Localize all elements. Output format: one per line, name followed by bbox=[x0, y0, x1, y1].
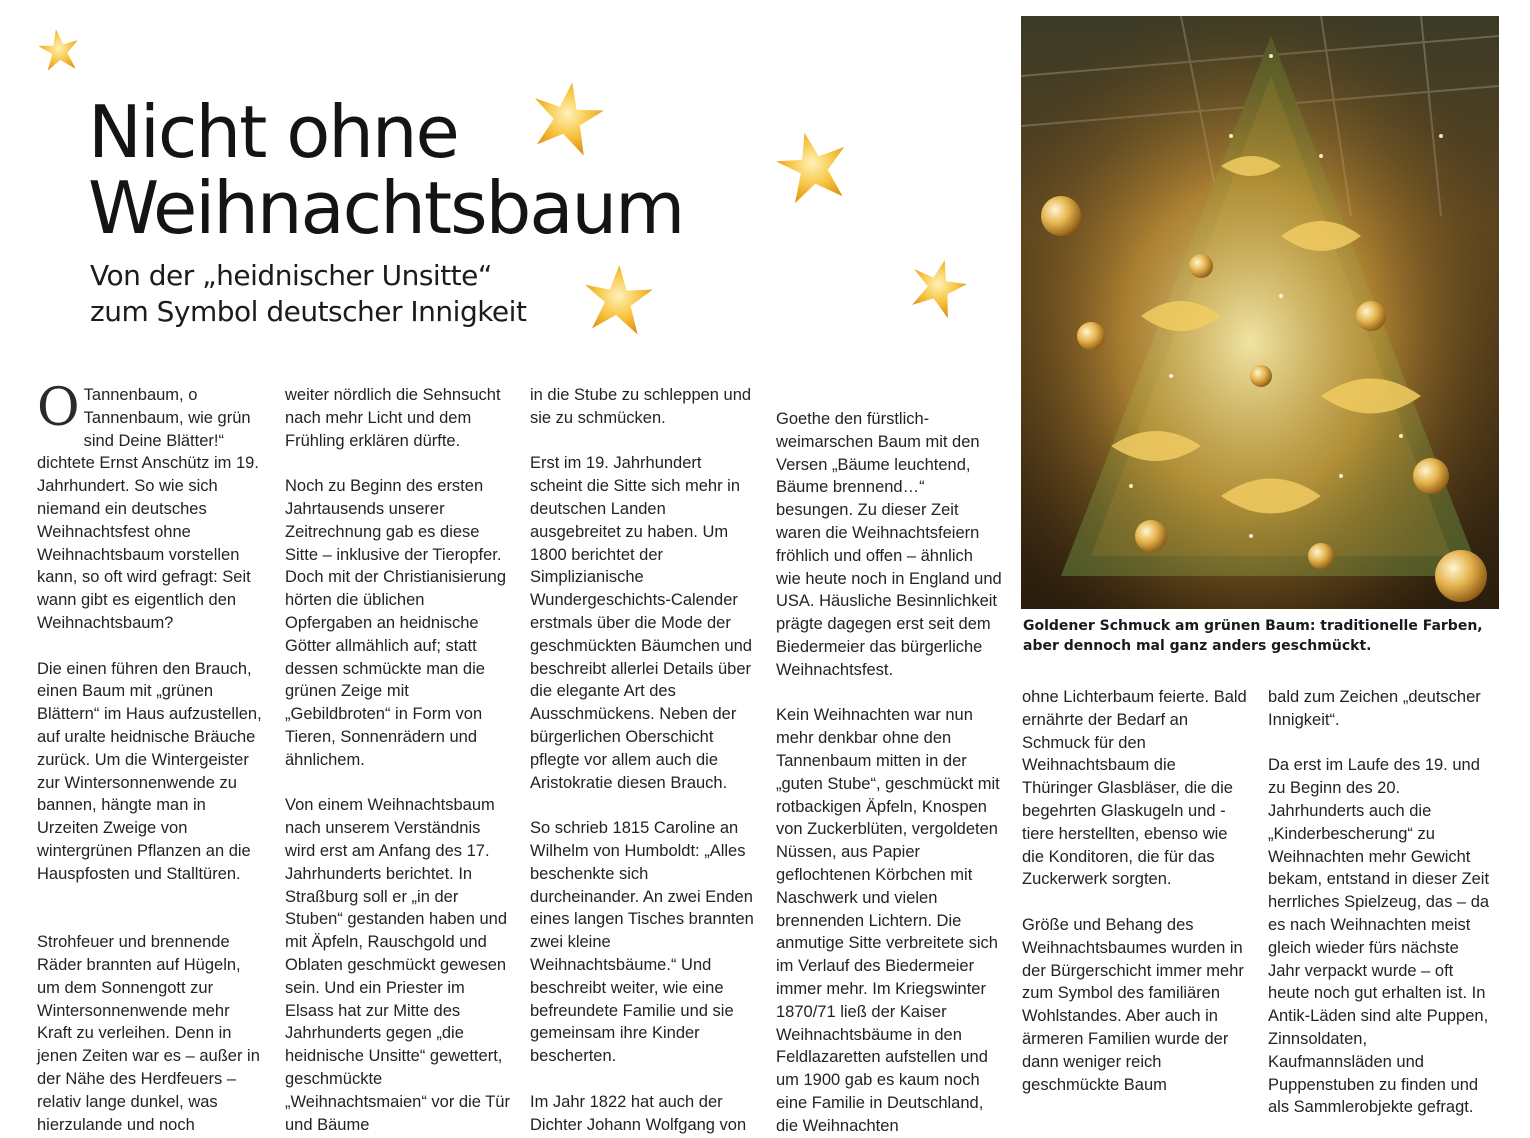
article-column-2 bbox=[285, 384, 511, 1136]
article-paragraph: bald zum Zeichen „deutscher Innigkeit“. bbox=[1268, 688, 1481, 729]
article-paragraph: Da erst im Laufe des 19. und zu Beginn des 20. Jahrhunderts auch die „Kinderbescherung“ zu Weihnachten mehr Gewicht bekam, entstand in dieser Zeit herrliches Spielzeug, das – da es nach Weihnachten meist gleich wieder fürs nächste Jahr verpackt wurde – oft heute noch gut erhalten ist. In Antik-Läden sind alte Puppen, Zinnsoldaten, Kaufmannsläden und Puppenstuben zu finden und als Sammlerobjekte gefragt. bbox=[1268, 756, 1490, 1117]
article-paragraph: Erst im 19. Jahrhundert scheint die Sitte sich mehr in deutschen Landen ausgebreitet zu haben. Um 1800 berichtet der Simplizianische Wundergeschichts-Calender erstmals über die Mode der geschmückten Bäumchen und beschreibt allerlei Details über die elegante Art des Ausschmückens. Neben der bürgerlichen Oberschicht pflegte vor allem auch die Aristokratie diesen Brauch. bbox=[530, 454, 752, 792]
star-icon bbox=[906, 256, 968, 318]
photo-caption: Goldener Schmuck am grünen Baum: traditionelle Farben, aber dennoch mal ganz anders geschmückt. bbox=[1023, 618, 1483, 654]
article-paragraph: ohne Lichterbaum feierte. Bald ernährte der Bedarf an Schmuck für den Weihnachtsbaum die Thüringer Glasbläser, die die begehrten Glaskugeln und -tiere herstellten, ebenso wie die Konditoren, die für das Zuckerwerk sorgten. bbox=[1022, 688, 1247, 889]
star-icon bbox=[772, 128, 852, 208]
article-paragraph: Noch zu Beginn des ersten Jahrtausends unserer Zeitrechnung gab es diese Sitte – inklusive der Tieropfer. Doch mit der Christianisierung hörten die üblichen Opfergaben an heidnische Götter allmählich auf; statt dessen schmückte man die grünen Zeige mit „Gebildbroten“ in Form von Tieren, Sonnenrädern und ähnlichem. bbox=[285, 477, 507, 769]
article-column-4 bbox=[776, 408, 1002, 1138]
subheadline-line: Von der „heidnischer Unsitte“ bbox=[90, 259, 492, 292]
article-paragraph: Kein Weihnachten war nun mehr denkbar ohne den Tannenbaum mitten in der „guten Stube“, geschmückt mit rotbackigen Äpfeln, Knospen von Zuckerblüten, vergoldeten Nüssen, aus Papier geflochtenen Körbchen mit Naschwerk und vielen brennenden Lichtern. Die anmutige Sitte verbreitete sich im Verlauf des Biedermeier immer mehr. Im Kriegswinter 1870/71 ließ der Kaiser Weihnachtsbäume in den Feldlazaretten aufstellen und um 1900 gab es kaum noch eine Familie in Deutschland, die Weihnachten bbox=[776, 706, 1000, 1135]
subheadline bbox=[90, 258, 526, 330]
star-icon bbox=[36, 26, 82, 76]
article-paragraph: O Tannenbaum, o Tannenbaum, wie grün sind Deine Blätter!“ dichtete Ernst Anschütz im 19. Jahrhundert. So wie sich niemand ein deutsches Weihnachtsfest ohne Weihnachtsbaum vorstellen kann, so oft wird gefragt: Seit wann gibt es eigentlich den Weihnachtsbaum? bbox=[37, 378, 259, 632]
article-paragraph: weiter nördlich die Sehnsucht nach mehr Licht und dem Frühling erklären dürfte. bbox=[285, 386, 501, 450]
article-paragraph: Im Jahr 1822 hat auch der Dichter Johann Wolfgang von bbox=[530, 1092, 747, 1134]
article-column-6 bbox=[1268, 686, 1494, 1119]
article-column-1 bbox=[37, 378, 263, 1136]
headline-line: Weihnachtsbaum bbox=[88, 166, 684, 250]
article-column-5 bbox=[1022, 686, 1248, 1096]
star-icon bbox=[578, 262, 656, 338]
subheadline-line: zum Symbol deutscher Innigkeit bbox=[90, 295, 527, 328]
article-paragraph: Strohfeuer und brennende Räder brannten auf Hügeln, um dem Sonnengott zur Wintersonnenwende mehr Kraft zu verleihen. Denn in jenen Zeiten war es – außer in der Nähe des Herdfeuers – relativ lange dunkel, was hierzulande und noch bbox=[37, 933, 260, 1134]
article-paragraph: Größe und Behang des Weihnachtsbaumes wurden in der Bürgerschicht immer mehr zum Symbol des familiären Wohlstandes. Aber auch in ärmeren Familien wurde der dann weniger reich geschmückte Baum bbox=[1022, 915, 1244, 1094]
headline bbox=[88, 90, 684, 250]
drop-cap: O bbox=[37, 378, 80, 438]
christmas-tree-photo bbox=[1021, 16, 1499, 609]
article-paragraph: Goethe den fürstlich-weimarschen Baum mit den Versen „Bäume leuchtend, Bäume brennend…“ besungen. Zu dieser Zeit waren die Weihnachtsfeiern fröhlich und offen – ähnlich wie heute noch in England und USA. Häusliche Besinnlichkeit prägte dagegen erst seit dem Biedermeier das bürgerliche Weihnachtsfest. bbox=[776, 410, 1002, 679]
christmas-tree-image bbox=[1021, 16, 1499, 609]
headline-line: Nicht ohne bbox=[88, 90, 458, 174]
article-paragraph: So schrieb 1815 Caroline an Wilhelm von Humboldt: „Alles beschenkte sich durcheinander. An zwei Enden eines langen Tisches brannten zwei kleine Weihnachtsbäume.“ Und beschreibt weiter, wie eine befreundete Familie und sie gemeinsam ihre Kinder bescherten. bbox=[530, 819, 754, 1066]
article-column-3 bbox=[530, 384, 756, 1136]
article-paragraph: Die einen führen den Brauch, einen Baum mit „grünen Blättern“ im Haus aufzustellen, auf uralte heidnische Bräuche zurück. Um die Wintergeister zur Wintersonnenwende zu bannen, hängte man in Urzeiten Zweige von wintergrünen Pflanzen an die Hauspfosten und Stalltüren. bbox=[37, 659, 262, 883]
article-paragraph: in die Stube zu schleppen und sie zu schmücken. bbox=[530, 386, 752, 427]
article-paragraph: Von einem Weihnachtsbaum nach unserem Verständnis wird erst am Anfang des 17. Jahrhunderts berichtet. In Straßburg soll er „in der Stuben“ gestanden haben und mit Äpfeln, Rauschgold und Oblaten geschmückt gewesen sein. Und ein Priester im Elsass hat zur Mitte des Jahrhunderts gegen „die heidnische Unsitte“ gewettert, geschmückte „Weihnachtsmaien“ vor die Tür und Bäume bbox=[285, 796, 510, 1134]
